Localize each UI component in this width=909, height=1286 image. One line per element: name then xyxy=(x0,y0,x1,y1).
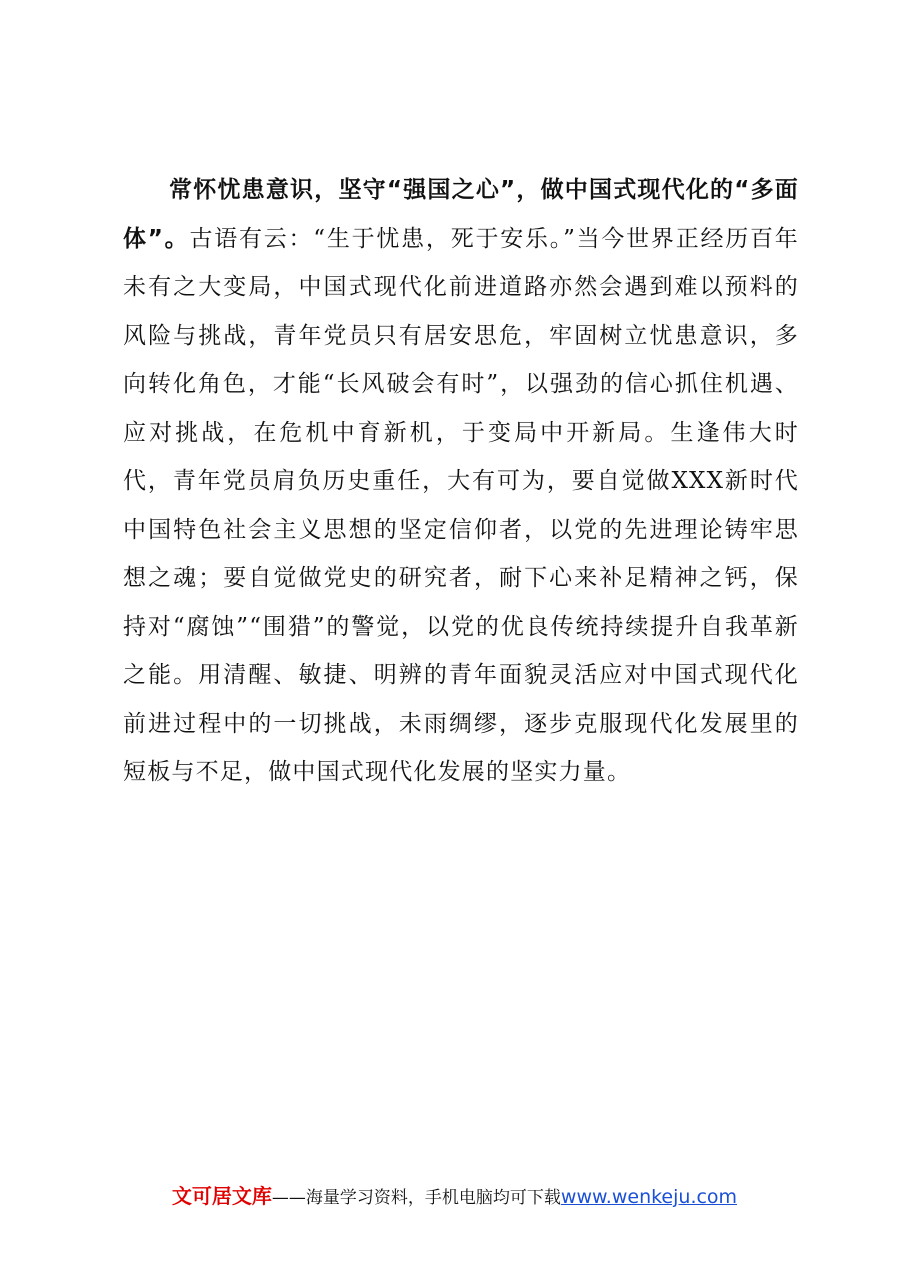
footer-banner xyxy=(0,1180,909,1209)
lead-heading: 常怀忧患意识，坚守“强国之心”，做中国式现代化的“多面体”。 xyxy=(123,177,799,252)
footer-site-link[interactable]: www.wenkeju.com xyxy=(560,1186,738,1208)
footer-tagline: ——海量学习资料，手机电脑均可下载 xyxy=(271,1188,561,1208)
paragraph-text: 古语有云：“生于忧患，死于安乐。”当今世界正经历百年未有之大变局，中国式现代化前进道路亦然会遇到难以预料的风险与挑战，青年党员只有居安思危，牢固树立忧患意识，多向转化角色，才能“长风破会有时”，以强劲的信心抓住机遇、应对挑战，在危机中育新机，于变局中开新局。生逢伟大时代，青年党员肩负历史重任，大有可为，要自觉做XXX新时代中国特色社会主义思想的坚定信仰者，以党的先进理论铸牢思想之魂；要自觉做党史的研究者，耐下心来补足精神之钙，保持对“腐蚀”“围猎”的警觉，以党的优良传统持续提升自我革新之能。用清醒、敏捷、明辨的青年面貌灵活应对中国式现代化前进过程中的一切挑战，未雨绸缪，逐步克服现代化发展里的短板与不足，做中国式现代化发展的坚实力量。 xyxy=(123,225,799,785)
body-paragraph xyxy=(123,166,799,797)
footer-brand: 文可居文库 xyxy=(171,1184,272,1208)
